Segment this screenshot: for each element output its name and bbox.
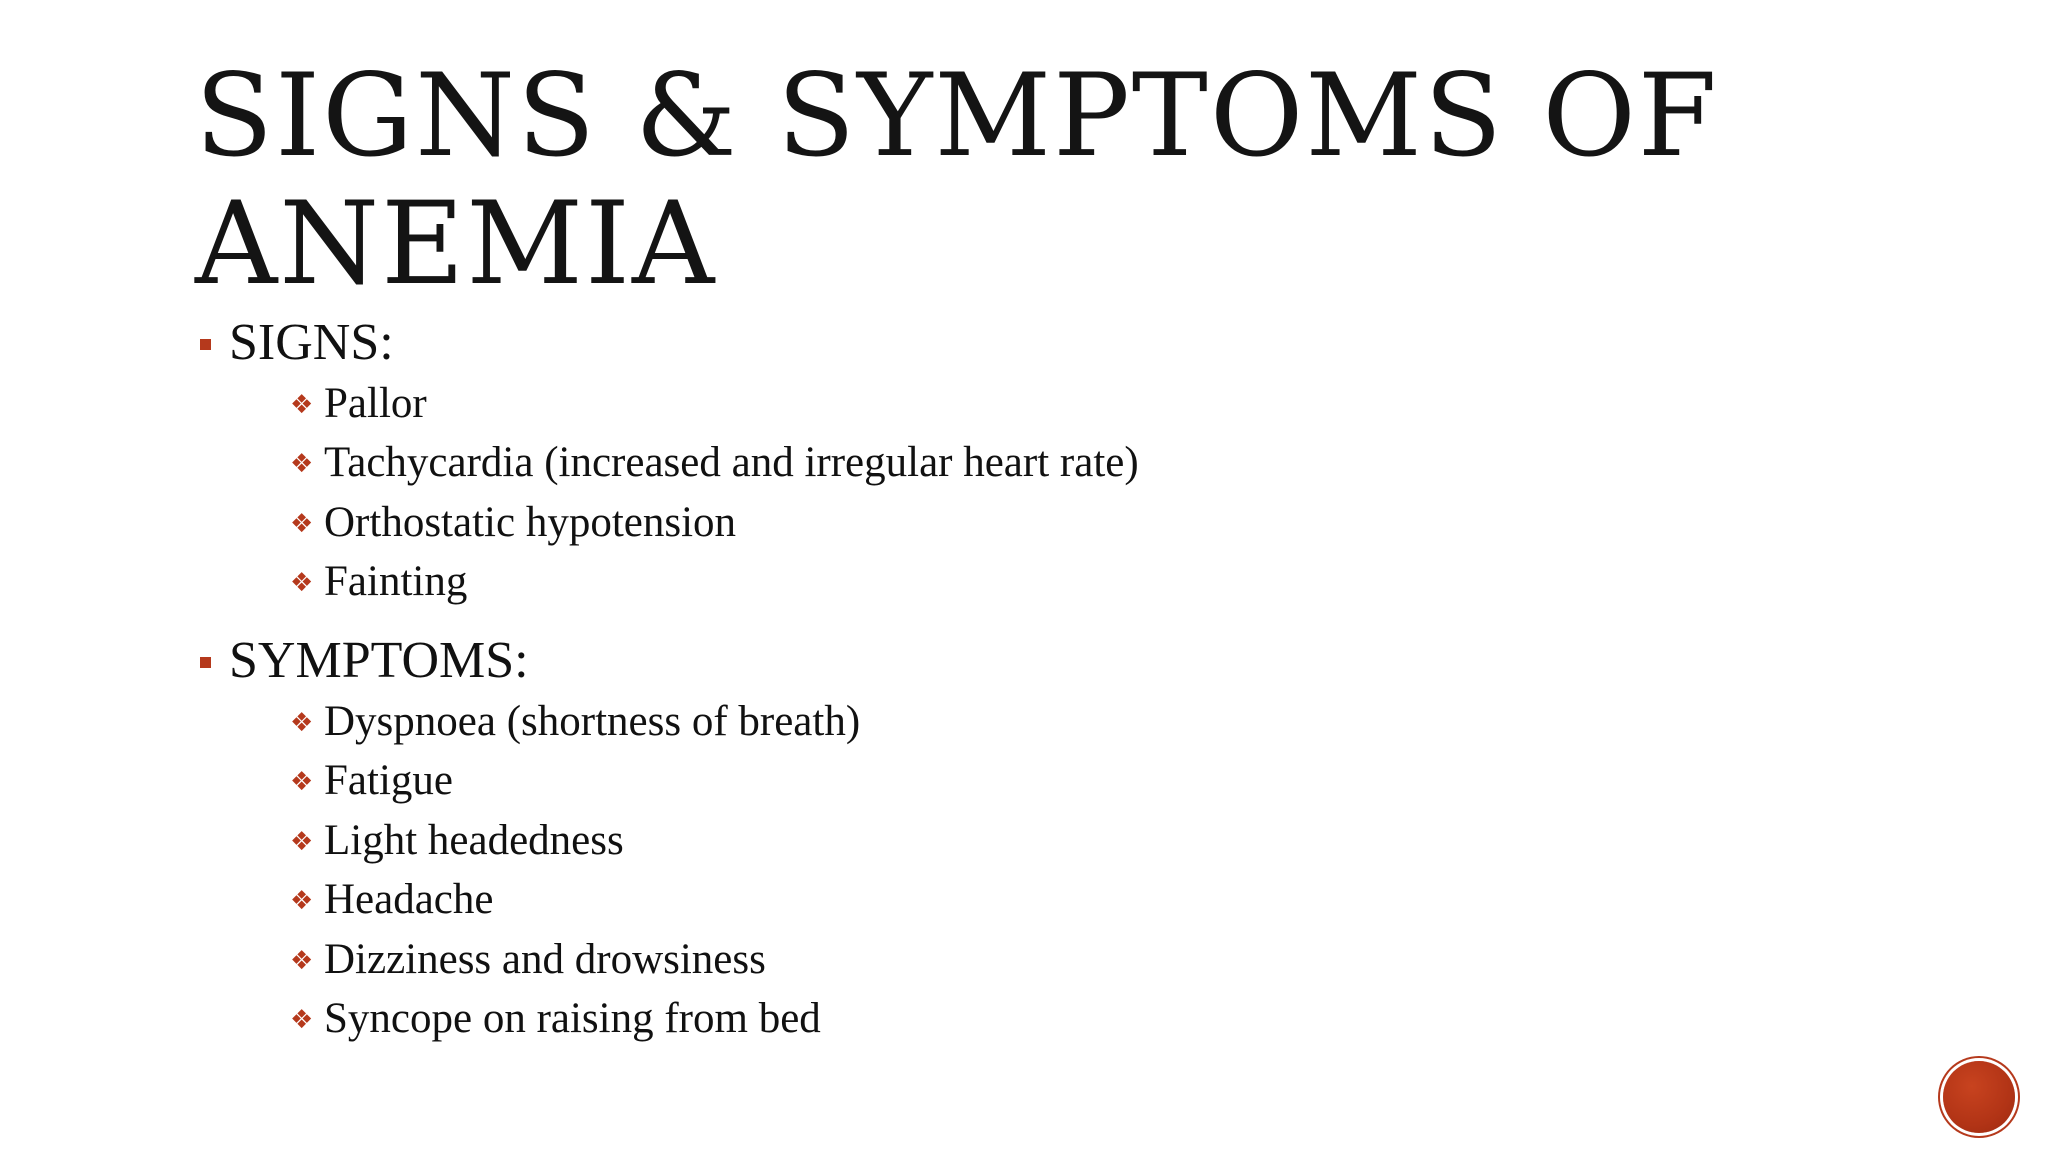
list-item-label: Headache — [324, 876, 494, 924]
list-item — [290, 374, 1800, 434]
diamond-bullet-icon: ❖ — [290, 389, 314, 420]
list-item-label: Pallor — [324, 379, 427, 427]
symptoms-section — [200, 630, 1800, 1049]
diamond-bullet-icon: ❖ — [290, 568, 314, 599]
signs-section — [200, 312, 1800, 612]
list-item-label: Dyspnoea (shortness of breath) — [324, 697, 861, 745]
section-label-symptoms: SYMPTOMS: — [229, 632, 529, 689]
list-item-label: Orthostatic hypotension — [324, 498, 737, 546]
list-item — [290, 692, 1800, 752]
list-item-label: Light headedness — [324, 816, 624, 864]
symptoms-list — [200, 692, 1800, 1049]
list-item — [290, 930, 1800, 990]
list-item — [290, 553, 1800, 613]
list-item-label: Fainting — [324, 558, 468, 606]
slide-nav-button[interactable] — [1943, 1061, 2015, 1133]
section-heading — [200, 630, 1800, 692]
diamond-bullet-icon: ❖ — [290, 945, 314, 976]
list-item — [290, 434, 1800, 494]
list-item — [290, 752, 1800, 812]
slide-title: SIGNS & SYMPTOMS OF ANEMIA — [195, 49, 1719, 310]
diamond-bullet-icon: ❖ — [290, 1005, 314, 1036]
diamond-bullet-icon: ❖ — [290, 767, 314, 798]
list-item — [290, 811, 1800, 871]
list-item-label: Dizziness and drowsiness — [324, 935, 766, 983]
list-item-label: Tachycardia (increased and irregular heart rate) — [324, 439, 1139, 487]
diamond-bullet-icon: ❖ — [290, 707, 314, 738]
square-bullet-icon — [200, 339, 211, 350]
diamond-bullet-icon: ❖ — [290, 508, 314, 539]
section-label-signs: SIGNS: — [229, 314, 394, 371]
list-item-label: Syncope on raising from bed — [324, 995, 821, 1043]
list-item-label: Fatigue — [324, 757, 453, 805]
section-heading — [200, 312, 1800, 374]
slide-content — [200, 312, 1800, 1067]
diamond-bullet-icon: ❖ — [290, 826, 314, 857]
diamond-bullet-icon: ❖ — [290, 886, 314, 917]
square-bullet-icon — [200, 657, 211, 668]
list-item — [290, 493, 1800, 553]
list-item — [290, 871, 1800, 931]
diamond-bullet-icon: ❖ — [290, 449, 314, 480]
list-item — [290, 990, 1800, 1050]
signs-list — [200, 374, 1800, 612]
